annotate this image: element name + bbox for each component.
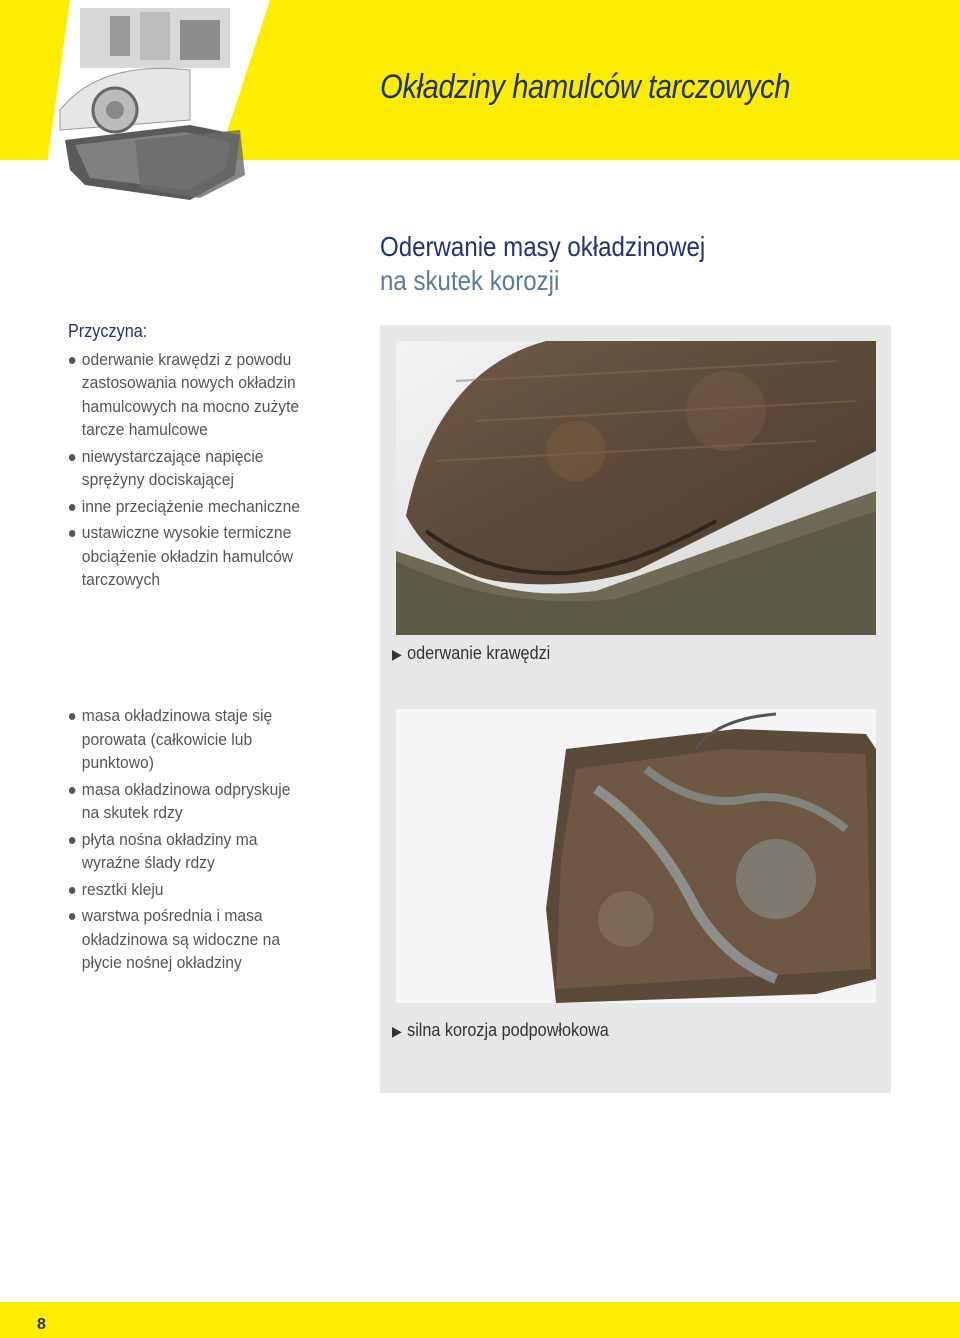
list-item: masa okładzinowa odpryskuje na skutek rdzy	[68, 778, 312, 825]
play-arrow-icon: ▶	[392, 1023, 402, 1039]
caption-text: oderwanie krawędzi	[407, 643, 551, 663]
cause-list	[68, 348, 368, 592]
list-item: warstwa pośrednia i masa okładzinowa są widoczne na płycie nośnej okładziny	[68, 904, 312, 975]
cause-label: Przyczyna:	[68, 321, 148, 341]
photo-caption-1	[392, 643, 550, 664]
cause-block	[68, 320, 368, 595]
footer-band	[0, 1302, 960, 1338]
play-arrow-icon: ▶	[392, 646, 402, 662]
caption-text: silna korozja podpowłokowa	[407, 1020, 609, 1040]
list-item: inne przeciążenie mechaniczne	[68, 495, 312, 519]
list-item: oderwanie krawędzi z powodu zastosowania nowych okładzin hamulcowych na mocno zużyte tarcze hamulcowe	[68, 348, 312, 442]
list-item: resztki kleju	[68, 878, 312, 902]
edge-detachment-photo	[396, 341, 876, 635]
photo-caption-2	[392, 1020, 609, 1041]
subsurface-corrosion-photo	[396, 709, 876, 1003]
brake-pad-header-illustration	[40, 0, 270, 215]
section-title-line1: Oderwanie masy okładzinowej	[380, 231, 706, 262]
page-title: Okładziny hamulców tarczowych	[380, 68, 791, 106]
list-item: masa okładzinowa staje się porowata (całkowicie lub punktowo)	[68, 704, 312, 775]
effects-block	[68, 704, 368, 978]
list-item: niewystarczające napięcie sprężyny dociskającej	[68, 445, 312, 492]
list-item: płyta nośna okładziny ma wyraźne ślady rdzy	[68, 828, 312, 875]
list-item: ustawiczne wysokie termiczne obciążenie okładzin hamulców tarczowych	[68, 521, 312, 592]
page-number: 8	[37, 1316, 46, 1333]
section-title	[380, 230, 705, 298]
section-title-line2: na skutek korozji	[380, 265, 560, 296]
effects-list	[68, 704, 368, 975]
